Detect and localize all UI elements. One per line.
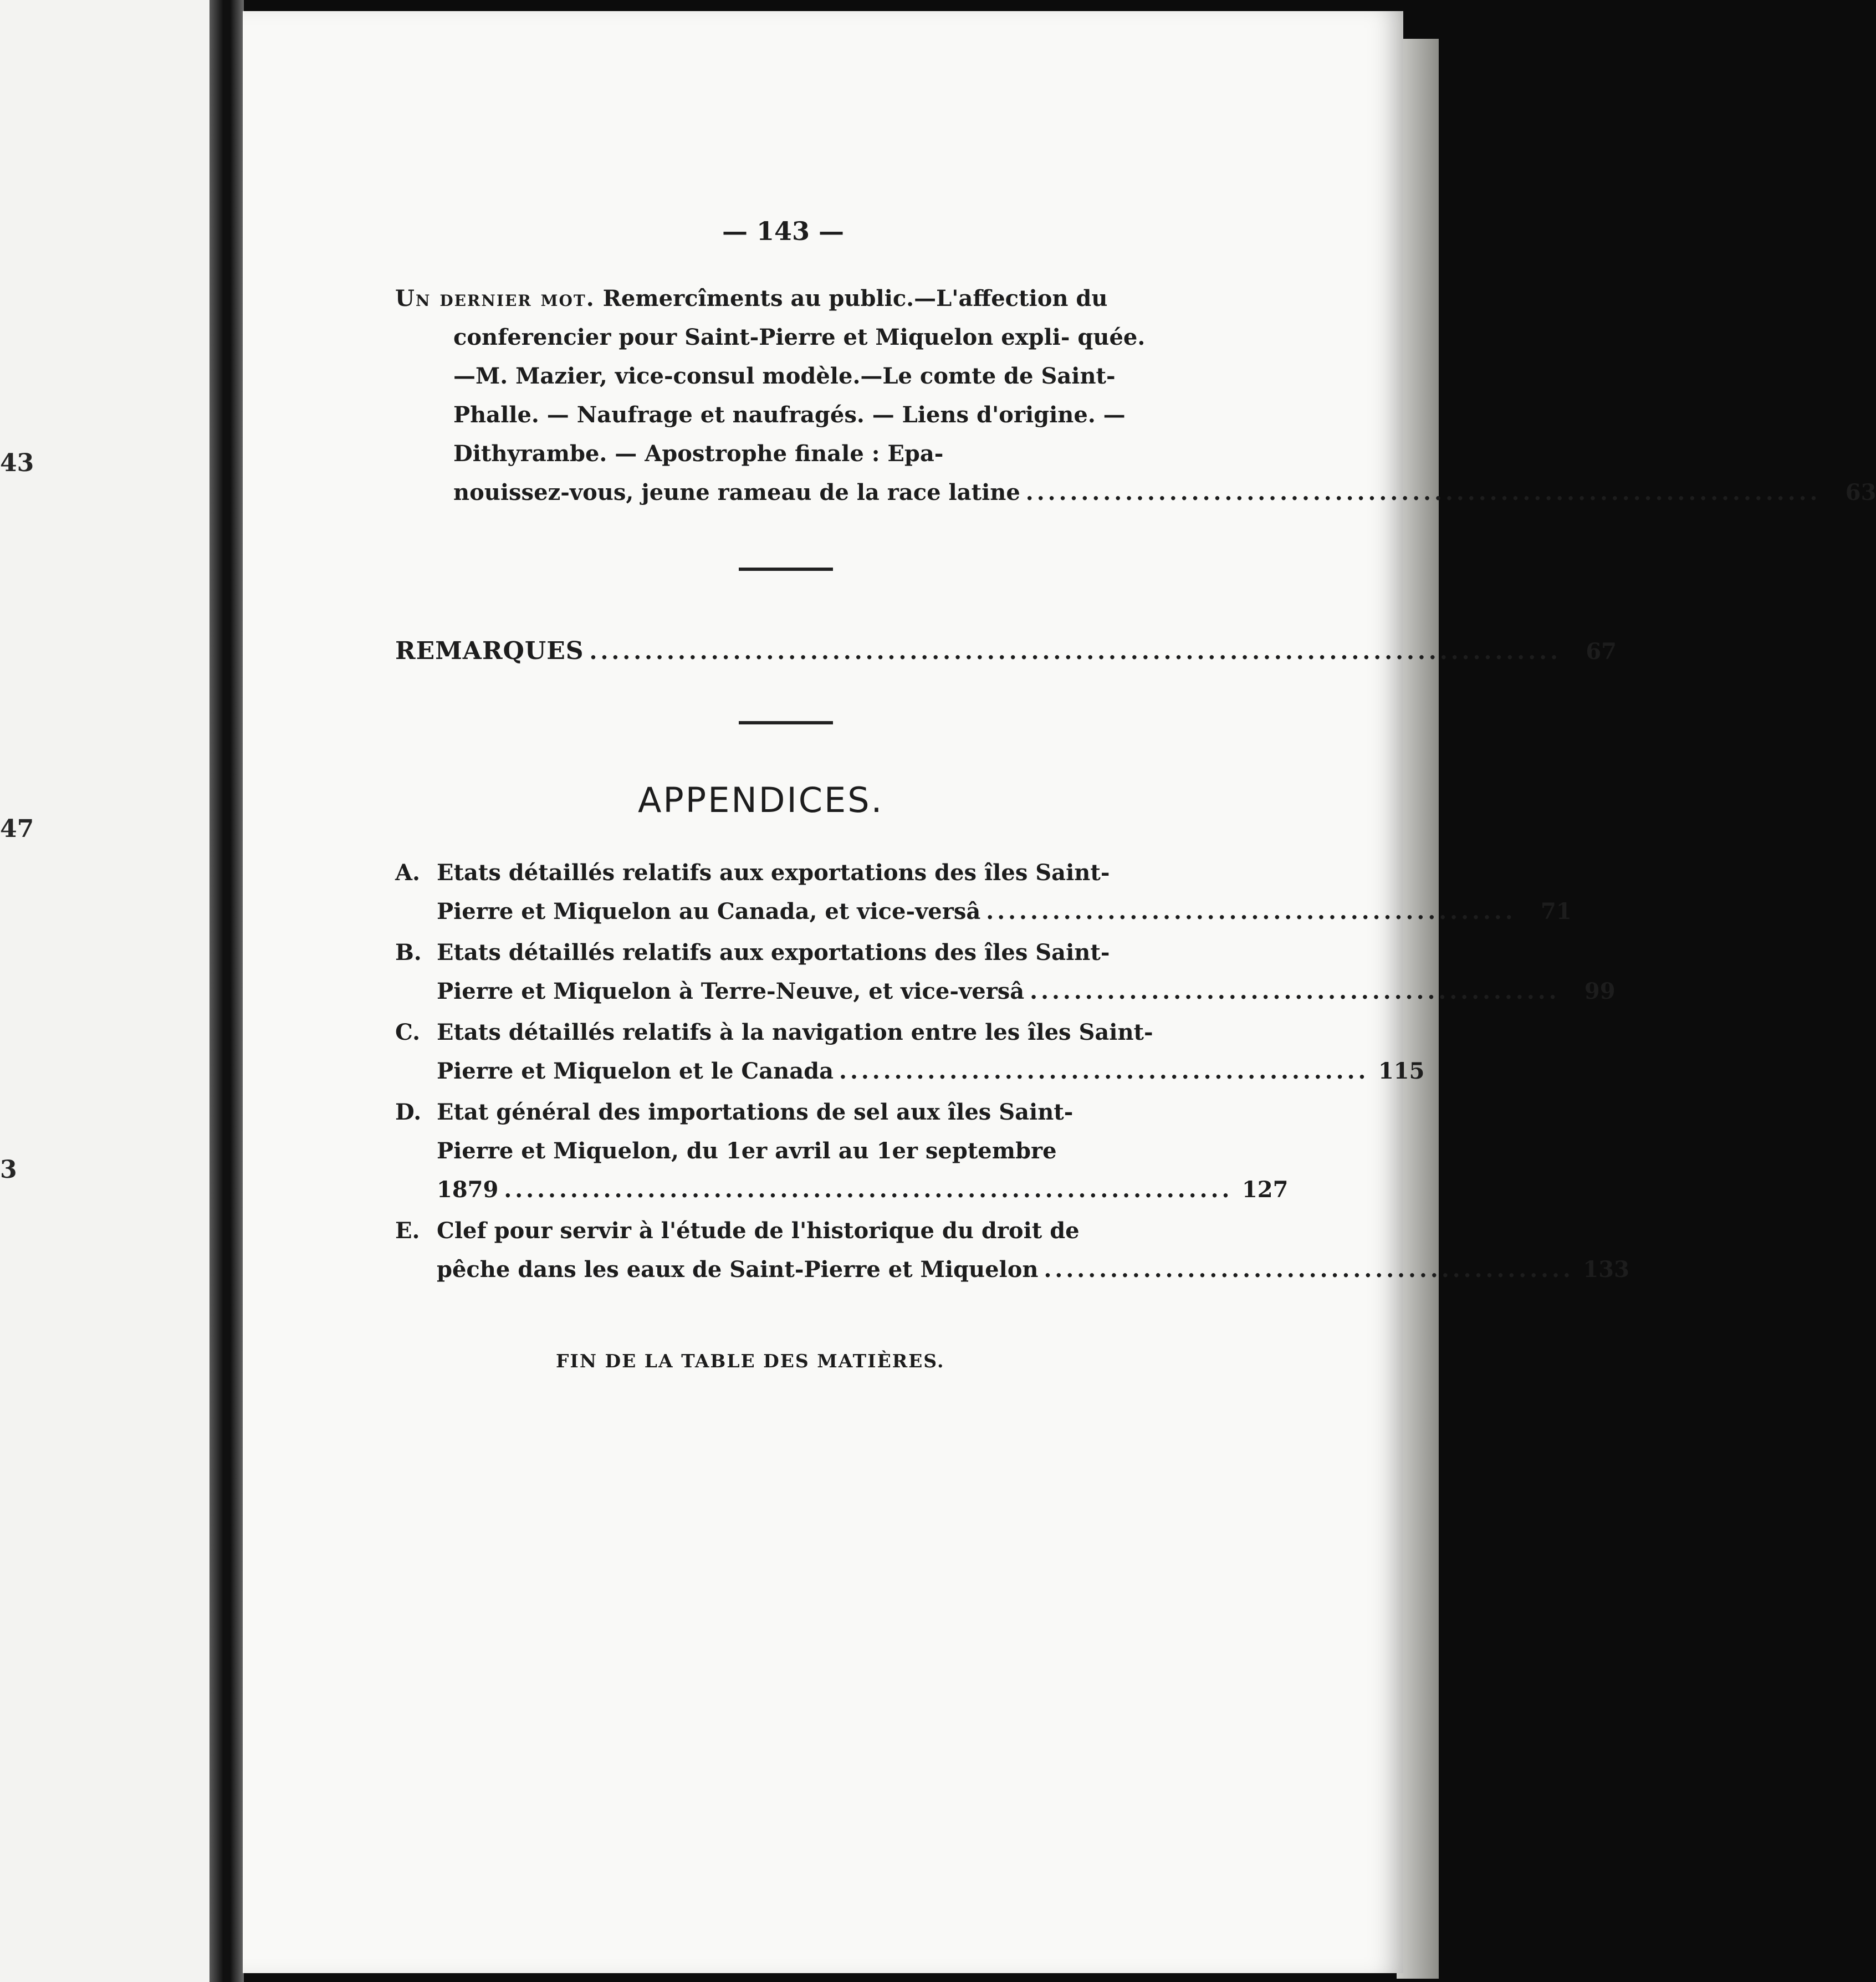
toc-entry-remarques xyxy=(395,632,1617,671)
entry-page-number: 115 xyxy=(1378,1058,1425,1084)
toc-entry-appendix-d xyxy=(395,1093,1289,1209)
appendix-row xyxy=(395,933,1616,1011)
entry-page-number: 67 xyxy=(1586,638,1617,665)
entry-last-line xyxy=(395,473,1876,512)
entry-page-number: 71 xyxy=(1541,898,1572,924)
entry-page-number: 63 xyxy=(1845,479,1876,505)
section-divider xyxy=(739,568,833,571)
entry-line: Remercîments au public.—L'affection xyxy=(602,285,1069,311)
entry-line: Pierre et Miquelon, du 1er avril au 1er septembre xyxy=(437,1138,1057,1164)
appendix-body xyxy=(437,933,1616,1011)
entry-page-number: 99 xyxy=(1584,978,1616,1004)
remarques-line xyxy=(395,632,1617,671)
section-divider xyxy=(739,721,833,724)
appendix-body xyxy=(437,1093,1288,1209)
entry-line: Etats détaillés relatifs aux exportations des îles Saint- xyxy=(437,860,1110,886)
entry-page-number: 127 xyxy=(1241,1177,1289,1203)
appendix-row xyxy=(395,1013,1425,1091)
appendix-last-line xyxy=(437,1171,1288,1209)
appendices-heading: APPENDICES. xyxy=(638,780,884,820)
dot-leader: .................................................................. xyxy=(504,1177,1233,1203)
entry-line: Pierre et Miquelon à Terre-Neuve, et vice-versâ xyxy=(437,978,1025,1004)
entry-line: Etats détaillés relatifs aux exportations des îles Saint- xyxy=(437,939,1110,966)
facing-page xyxy=(0,0,238,1982)
dot-leader: ................................................ xyxy=(839,1058,1369,1084)
entry-text xyxy=(395,279,1152,473)
entry-line: quée.—M. Mazier, vice-consul modèle.—Le comte de xyxy=(453,324,1146,389)
dot-leader: ................................................ xyxy=(1030,978,1560,1004)
appendix-body xyxy=(437,1212,1629,1289)
appendix-letter: B. xyxy=(395,939,422,966)
toc-content xyxy=(395,216,1876,1372)
toc-entry-appendix-b xyxy=(395,933,1616,1011)
appendix-body xyxy=(437,1013,1424,1091)
facing-page-number: 43 xyxy=(0,449,34,477)
appendix-row xyxy=(395,854,1572,931)
entry-line: du conferencier pour Saint-Pierre et Miquelon expli- xyxy=(453,285,1108,350)
end-of-table-note: FIN DE LA TABLE DES MATIÈRES. xyxy=(556,1350,945,1372)
appendix-row xyxy=(395,1093,1289,1209)
entry-line: Etat général des importations de sel aux îles Saint- xyxy=(437,1099,1074,1125)
entry-line: Pierre et Miquelon au Canada, et vice-versâ xyxy=(437,898,981,924)
dot-leader: ................................................ xyxy=(1044,1256,1574,1283)
entry-label: Un dernier mot. xyxy=(395,285,595,311)
entry-label: REMARQUES xyxy=(395,637,584,665)
appendix-last-line xyxy=(437,972,1616,1011)
appendix-last-line xyxy=(437,892,1572,931)
appendix-last-line xyxy=(437,1052,1424,1091)
appendix-last-line xyxy=(437,1250,1629,1289)
table-of-contents-page xyxy=(243,11,1876,1973)
appendix-body xyxy=(437,854,1572,931)
toc-entry-appendix-e xyxy=(395,1212,1629,1289)
dot-leader: ........................................................................................ xyxy=(589,638,1561,665)
appendix-letter: A. xyxy=(395,860,420,886)
appendix-letter: C. xyxy=(395,1019,421,1045)
entry-line: Pierre et Miquelon et le Canada xyxy=(437,1058,834,1084)
appendix-letter: D. xyxy=(395,1099,422,1125)
entry-line: 1879 xyxy=(437,1177,499,1203)
entry-line: Saint-Phalle. — Naufrage et naufragés. — Liens xyxy=(453,363,1116,428)
entry-line: Clef pour servir à l'étude de l'historique du droit de xyxy=(437,1218,1080,1244)
entry-line: Etats détaillés relatifs à la navigation entre les îles Saint- xyxy=(437,1019,1153,1045)
toc-entry-dernier-mot xyxy=(395,279,1876,512)
dot-leader: ................................................ xyxy=(986,898,1516,924)
toc-entry-appendix-a xyxy=(395,854,1572,931)
dot-leader: ........................................................................ xyxy=(1025,479,1821,505)
entry-line: nouissez-vous, jeune rameau de la race latine xyxy=(453,479,1020,505)
appendix-row xyxy=(395,1212,1629,1289)
entry-page-number: 133 xyxy=(1583,1256,1629,1283)
toc-entry-appendix-c xyxy=(395,1013,1425,1091)
facing-page-number: 47 xyxy=(0,815,34,843)
book-gutter xyxy=(209,0,244,1982)
entry-line: d'origine. — Dithyrambe. — Apostrophe finale : Epa- xyxy=(453,402,1126,467)
page-number: — 143 — xyxy=(722,216,845,246)
entry-line: pêche dans les eaux de Saint-Pierre et Miquelon xyxy=(437,1256,1039,1283)
facing-page-number: 3 xyxy=(0,1156,17,1184)
appendix-letter: E. xyxy=(395,1218,420,1244)
